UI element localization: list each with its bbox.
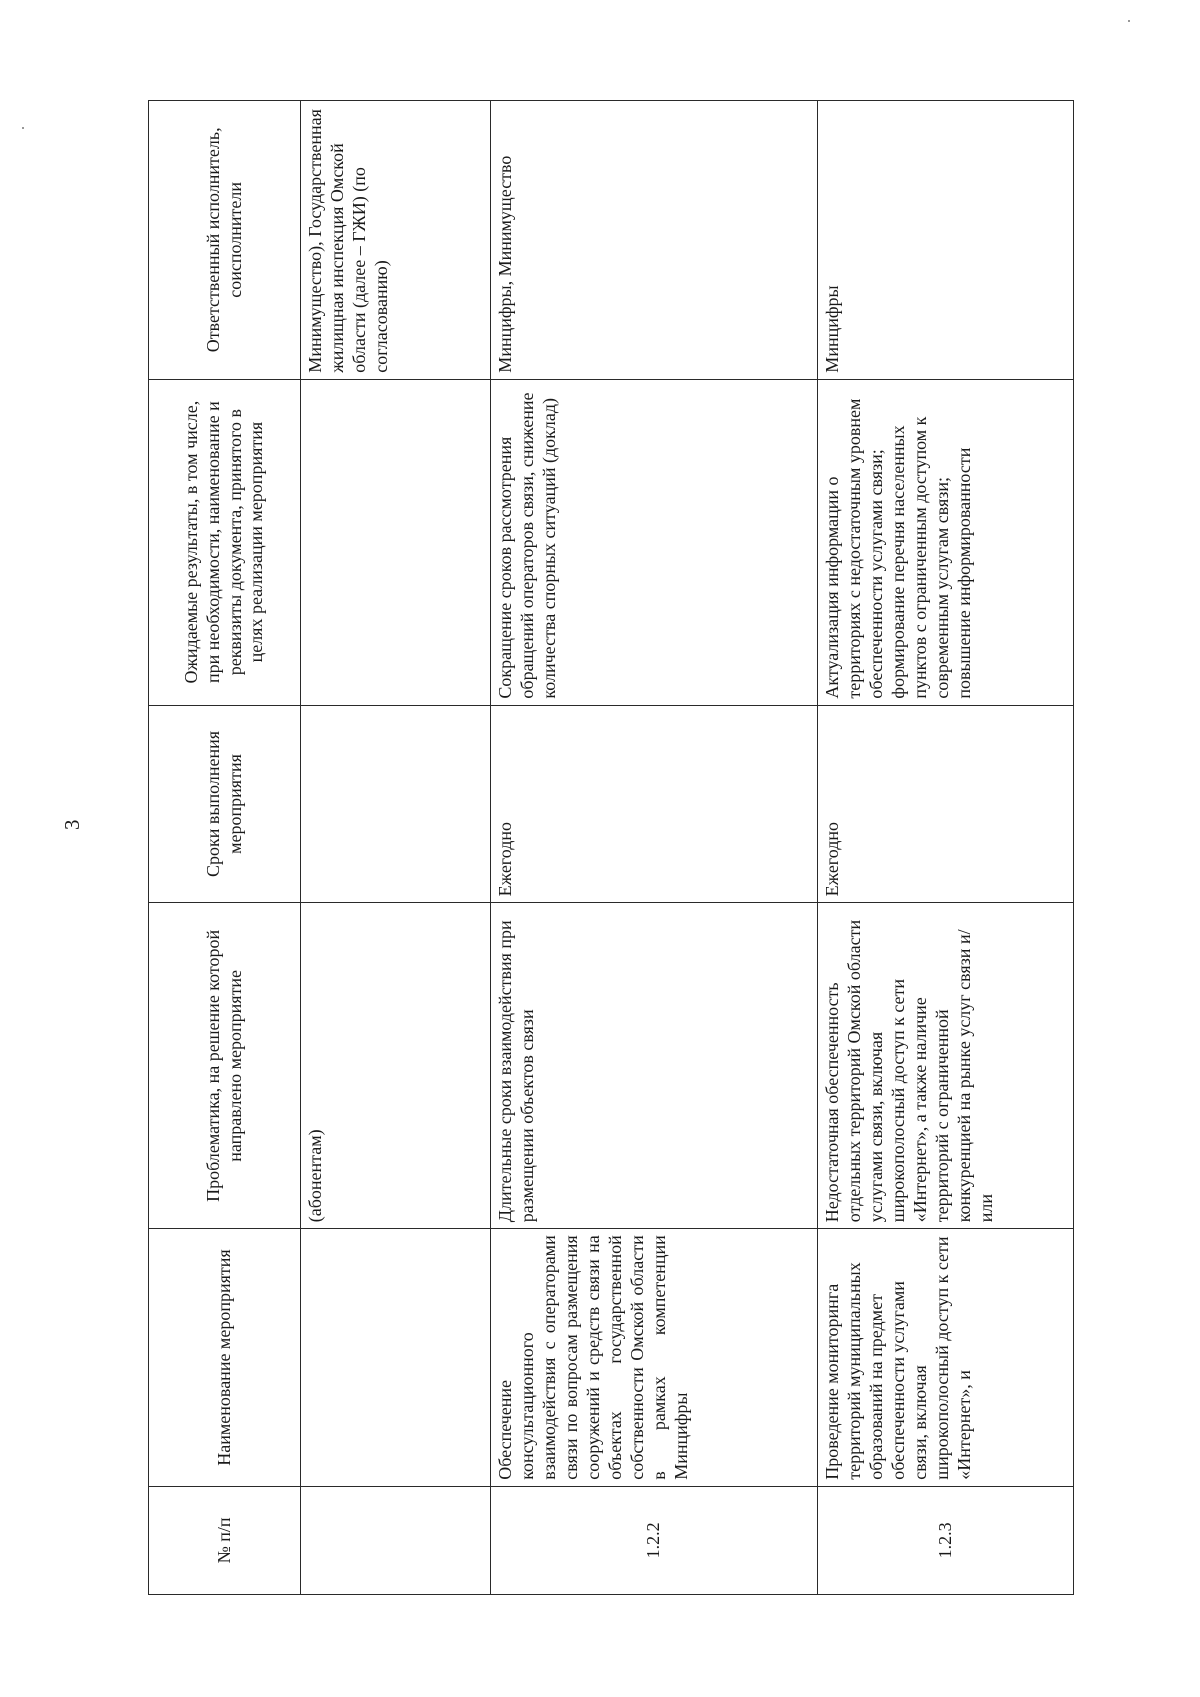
row-problem: Недостаточная обеспеченность отдельных территорий Омской области услугами связи, включая широкополосный доступ к сети «Интернет», а также наличие территорий с ограниченной конкуренцией на рынке услуг связи и/или: [818, 903, 1074, 1229]
row-problem: (абонентам): [301, 903, 491, 1229]
row-result: Сокращение сроков рассмотрения обращений операторов связи, снижение количества спорных ситуаций (доклад): [491, 379, 818, 705]
row-num: [301, 1486, 491, 1594]
row-num: 1.2.3: [818, 1486, 1074, 1594]
rotated-table-wrapper: [148, 100, 1073, 1595]
header-term: Сроки выполнения мероприятия: [149, 705, 301, 903]
row-term: Ежегодно: [491, 705, 818, 903]
row-num: 1.2.2: [491, 1486, 818, 1594]
row-result: [301, 379, 491, 705]
header-executor: Ответственный исполнитель, соисполнители: [149, 101, 301, 380]
row-name: Проведение мониторинга территорий муниципальных образований на предмет обеспеченности услугами связи, включая широкополосный доступ к сети «Интернет», и: [818, 1229, 1074, 1487]
row-name: [301, 1229, 491, 1487]
row-term: [301, 705, 491, 903]
page-number: 3: [60, 819, 84, 830]
table-row: [818, 101, 1074, 1595]
row-name: Обеспечение консультационного взаимодействия с операторами связи по вопросам размещения сооружений и средств связи на объектах государственной собственности Омской области в рамках компетенции Минцифры: [491, 1229, 818, 1487]
row-executor: Минцифры: [818, 101, 1074, 380]
scan-speck: [1128, 20, 1130, 22]
row-executor: Минимущество), Государственная жилищная инспекция Омской области (далее – ГЖИ) (по согласованию): [301, 101, 491, 380]
scan-speck: [22, 127, 24, 129]
table-header-row: [149, 101, 301, 1595]
header-result: Ожидаемые результаты, в том числе, при необходимости, наименование и реквизиты документа, принятого в целях реализации мероприятия: [149, 379, 301, 705]
measures-table: [148, 100, 1074, 1595]
table-row: [301, 101, 491, 1595]
row-term: Ежегодно: [818, 705, 1074, 903]
row-executor: Минцифры, Минимущество: [491, 101, 818, 380]
row-problem: Длительные сроки взаимодействия при размещении объектов связи: [491, 903, 818, 1229]
table-row: [491, 101, 818, 1595]
header-num: № п/п: [149, 1486, 301, 1594]
header-problem: Проблематика, на решение которой направлено мероприятие: [149, 903, 301, 1229]
row-result: Актуализация информации о территориях с недостаточным уровнем обеспеченности услугами связи; формирование перечня населенных пунктов с ограниченным доступом к современным услугам связи; повышение информированности: [818, 379, 1074, 705]
header-name: Наименование мероприятия: [149, 1229, 301, 1487]
